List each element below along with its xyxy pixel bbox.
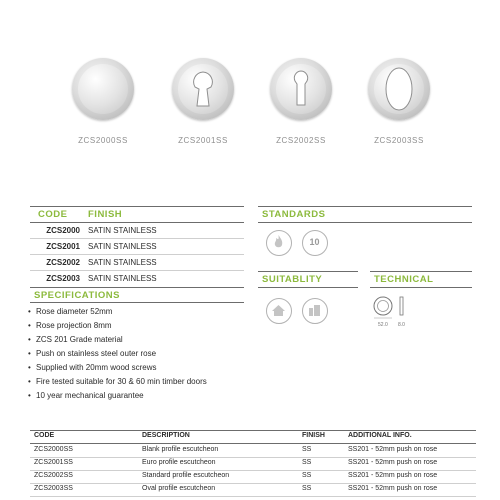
guarantee-badge-icon bbox=[302, 230, 328, 256]
section-rule bbox=[258, 206, 472, 207]
guarantee-badge-text: 10 bbox=[309, 237, 320, 247]
commercial-use-icon bbox=[302, 298, 328, 324]
code-cell: ZCS2003 bbox=[46, 274, 80, 283]
product-image-euro bbox=[172, 58, 234, 120]
column-header-info: ADDITIONAL INFO. bbox=[348, 432, 412, 439]
description-cell: Blank profile escutcheon bbox=[142, 446, 219, 453]
depth-dimension: 8.0 bbox=[398, 322, 405, 328]
column-header-code: CODE bbox=[34, 432, 55, 439]
finish-cell: SS bbox=[302, 472, 312, 479]
section-rule bbox=[370, 287, 472, 288]
description-cell: Standard profile escutcheon bbox=[142, 472, 230, 479]
table-row bbox=[34, 459, 474, 470]
code-cell: ZCS2003SS bbox=[34, 485, 73, 492]
spec-item: • Supplied with 20mm wood screws bbox=[36, 363, 157, 372]
code-cell: ZCS2001 bbox=[46, 242, 80, 251]
section-rule bbox=[258, 287, 358, 288]
technical-heading: TECHNICAL bbox=[374, 274, 434, 285]
product-label: ZCS2002SS bbox=[276, 136, 326, 145]
info-cell: SS201 - 52mm push on rose bbox=[348, 459, 438, 466]
product-label: ZCS2000SS bbox=[78, 136, 128, 145]
diameter-dimension: 52.0 bbox=[378, 322, 388, 328]
table-row bbox=[34, 446, 474, 457]
info-cell: SS201 - 52mm push on rose bbox=[348, 446, 438, 453]
table-row bbox=[34, 271, 244, 286]
spec-item: • Rose projection 8mm bbox=[36, 321, 112, 330]
spec-item: • Push on stainless steel outer rose bbox=[36, 349, 156, 358]
finish-cell: SATIN STAINLESS bbox=[88, 226, 157, 235]
finish-cell: SATIN STAINLESS bbox=[88, 274, 157, 283]
description-cell: Euro profile escutcheon bbox=[142, 459, 216, 466]
column-header-description: DESCRIPTION bbox=[142, 432, 190, 439]
code-cell: ZCS2001SS bbox=[34, 459, 73, 466]
finish-cell: SS bbox=[302, 446, 312, 453]
table-row bbox=[34, 239, 244, 254]
code-heading: CODE bbox=[38, 209, 68, 220]
code-cell: ZCS2000 bbox=[46, 226, 80, 235]
section-rule bbox=[30, 287, 244, 288]
suitability-heading: SUITABLITY bbox=[262, 274, 323, 285]
standards-heading: STANDARDS bbox=[262, 209, 326, 220]
spec-item: • Fire tested suitable for 30 & 60 min timber doors bbox=[36, 377, 207, 386]
finish-cell: SS bbox=[302, 485, 312, 492]
table-rule bbox=[30, 430, 476, 431]
description-cell: Oval profile escutcheon bbox=[142, 485, 216, 492]
finish-cell: SATIN STAINLESS bbox=[88, 258, 157, 267]
domestic-use-icon bbox=[266, 298, 292, 324]
table-row bbox=[34, 255, 244, 270]
product-image-oval bbox=[368, 58, 430, 120]
table-row bbox=[34, 472, 474, 483]
spec-item: • Rose diameter 52mm bbox=[36, 307, 112, 316]
spec-item: • ZCS 201 Grade material bbox=[36, 335, 123, 344]
product-image-standard bbox=[270, 58, 332, 120]
section-rule bbox=[370, 271, 472, 272]
table-rule bbox=[30, 443, 476, 444]
code-cell: ZCS2002SS bbox=[34, 472, 73, 479]
product-label: ZCS2003SS bbox=[374, 136, 424, 145]
finish-cell: SS bbox=[302, 459, 312, 466]
section-rule bbox=[30, 302, 244, 303]
table-row bbox=[34, 485, 474, 496]
table-row bbox=[34, 223, 244, 238]
specifications-heading: SPECIFICATIONS bbox=[34, 290, 120, 301]
code-cell: ZCS2002 bbox=[46, 258, 80, 267]
column-header-finish: FINISH bbox=[302, 432, 325, 439]
product-label: ZCS2001SS bbox=[178, 136, 228, 145]
section-rule bbox=[30, 206, 244, 207]
fire-rated-badge-icon bbox=[266, 230, 292, 256]
finish-cell: SATIN STAINLESS bbox=[88, 242, 157, 251]
info-cell: SS201 - 52mm push on rose bbox=[348, 485, 438, 492]
product-image-blank bbox=[72, 58, 134, 120]
code-cell: ZCS2000SS bbox=[34, 446, 73, 453]
info-cell: SS201 - 52mm push on rose bbox=[348, 472, 438, 479]
spec-item: • 10 year mechanical guarantee bbox=[36, 391, 144, 400]
technical-drawing bbox=[372, 294, 412, 324]
section-rule bbox=[258, 222, 472, 223]
section-rule bbox=[258, 271, 358, 272]
finish-heading: FINISH bbox=[88, 209, 123, 220]
